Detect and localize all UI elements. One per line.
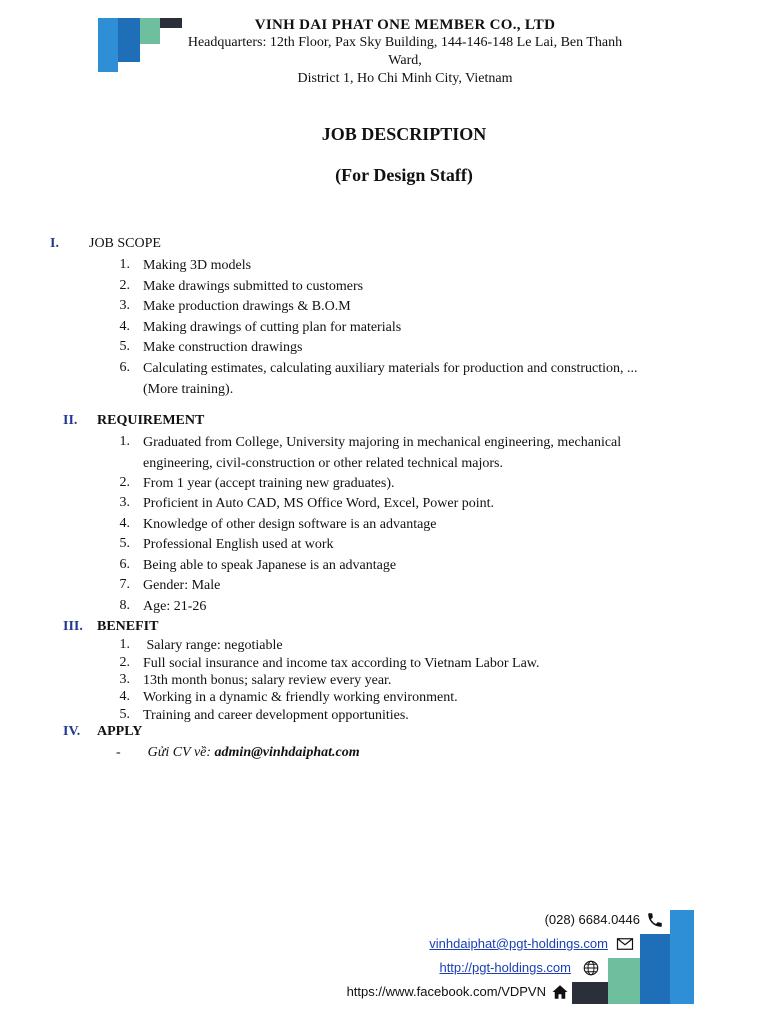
section-heading: JOB SCOPE <box>89 236 161 251</box>
list-number: 2. <box>119 655 130 670</box>
list-number: 6. <box>119 360 130 375</box>
globe-icon <box>582 959 600 977</box>
list-item: Make drawings submitted to customers <box>143 279 364 294</box>
list-item: Working in a dynamic & friendly working environment. <box>143 690 458 705</box>
list-number: 3. <box>119 495 130 510</box>
contact-website-link[interactable]: http://pgt-holdings.com <box>439 960 571 975</box>
list-number: 4. <box>119 319 130 334</box>
list-item: Make construction drawings <box>143 340 303 355</box>
section-number: IV. <box>63 724 81 739</box>
contact-phone: (028) 6684.0446 <box>544 912 640 927</box>
document-subtitle: (For Design Staff) <box>335 165 473 185</box>
address-line: District 1, Ho Chi Minh City, Vietnam <box>297 71 513 86</box>
list-item: Professional English used at work <box>143 537 334 552</box>
mail-icon <box>616 935 634 953</box>
company-header <box>160 16 650 88</box>
list-number: 5. <box>119 536 130 551</box>
address-line: Ward, <box>388 53 422 68</box>
list-item-continued: engineering, civil-construction or other related technical majors. <box>143 456 503 471</box>
list-number: 5. <box>119 707 130 722</box>
list-item: Calculating estimates, calculating auxiliary materials for production and construction, ... <box>143 361 638 376</box>
list-item: Knowledge of other design software is an advantage <box>143 517 437 532</box>
section-number: II. <box>63 413 78 428</box>
apply-instruction <box>116 745 360 761</box>
list-item: Graduated from College, University majoring in mechanical engineering, mechanical <box>143 435 622 450</box>
section-heading: BENEFIT <box>97 619 159 634</box>
contact-email-link[interactable]: vinhdaiphat@pgt-holdings.com <box>429 936 608 951</box>
list-item: Making 3D models <box>143 258 252 273</box>
list-item: Full social insurance and income tax according to Vietnam Labor Law. <box>143 656 540 671</box>
list-number: 4. <box>119 689 130 704</box>
list-number: 2. <box>119 278 130 293</box>
list-item: From 1 year (accept training new graduates). <box>143 476 395 491</box>
list-item: Being able to speak Japanese is an advantage <box>143 558 397 573</box>
list-number: 8. <box>119 598 130 613</box>
list-number: 6. <box>119 557 130 572</box>
list-number: 7. <box>119 577 130 592</box>
home-icon <box>551 983 569 1001</box>
list-item: 13th month bonus; salary review every year. <box>143 673 392 688</box>
list-item: Salary range: negotiable <box>143 638 283 653</box>
list-number: 2. <box>119 475 130 490</box>
list-number: 4. <box>119 516 130 531</box>
section-heading: APPLY <box>97 724 143 739</box>
list-number: 1. <box>119 257 130 272</box>
list-number: 1. <box>119 637 130 652</box>
section-number: III. <box>63 619 83 634</box>
document-title: JOB DESCRIPTION <box>321 124 487 144</box>
section-heading: REQUIREMENT <box>97 413 205 428</box>
list-item: Gender: Male <box>143 578 221 593</box>
list-number: 3. <box>119 298 130 313</box>
list-item: Training and career development opportunities. <box>143 708 409 723</box>
phone-icon <box>646 911 664 929</box>
address-line: Headquarters: 12th Floor, Pax Sky Building, 144-146-148 Le Lai, Ben Thanh <box>187 35 623 50</box>
list-item: Proficient in Auto CAD, MS Office Word, Excel, Power point. <box>143 496 495 511</box>
list-number: 3. <box>119 672 130 687</box>
list-item: Make production drawings & B.O.M <box>143 299 351 314</box>
list-item: Making drawings of cutting plan for materials <box>143 320 402 335</box>
company-name: VINH DAI PHAT ONE MEMBER CO., LTD <box>254 17 556 33</box>
section-number: I. <box>50 236 59 251</box>
list-item-continued: (More training). <box>143 382 234 397</box>
bullet-dash: - <box>116 745 121 760</box>
apply-email[interactable]: admin@vinhdaiphat.com <box>214 745 360 760</box>
list-number: 1. <box>119 434 130 449</box>
list-number: 5. <box>119 339 130 354</box>
list-item: Age: 21-26 <box>143 599 207 614</box>
apply-label: Gửi CV về: <box>147 745 212 760</box>
contact-facebook[interactable]: https://www.facebook.com/VDPVN <box>346 984 546 999</box>
